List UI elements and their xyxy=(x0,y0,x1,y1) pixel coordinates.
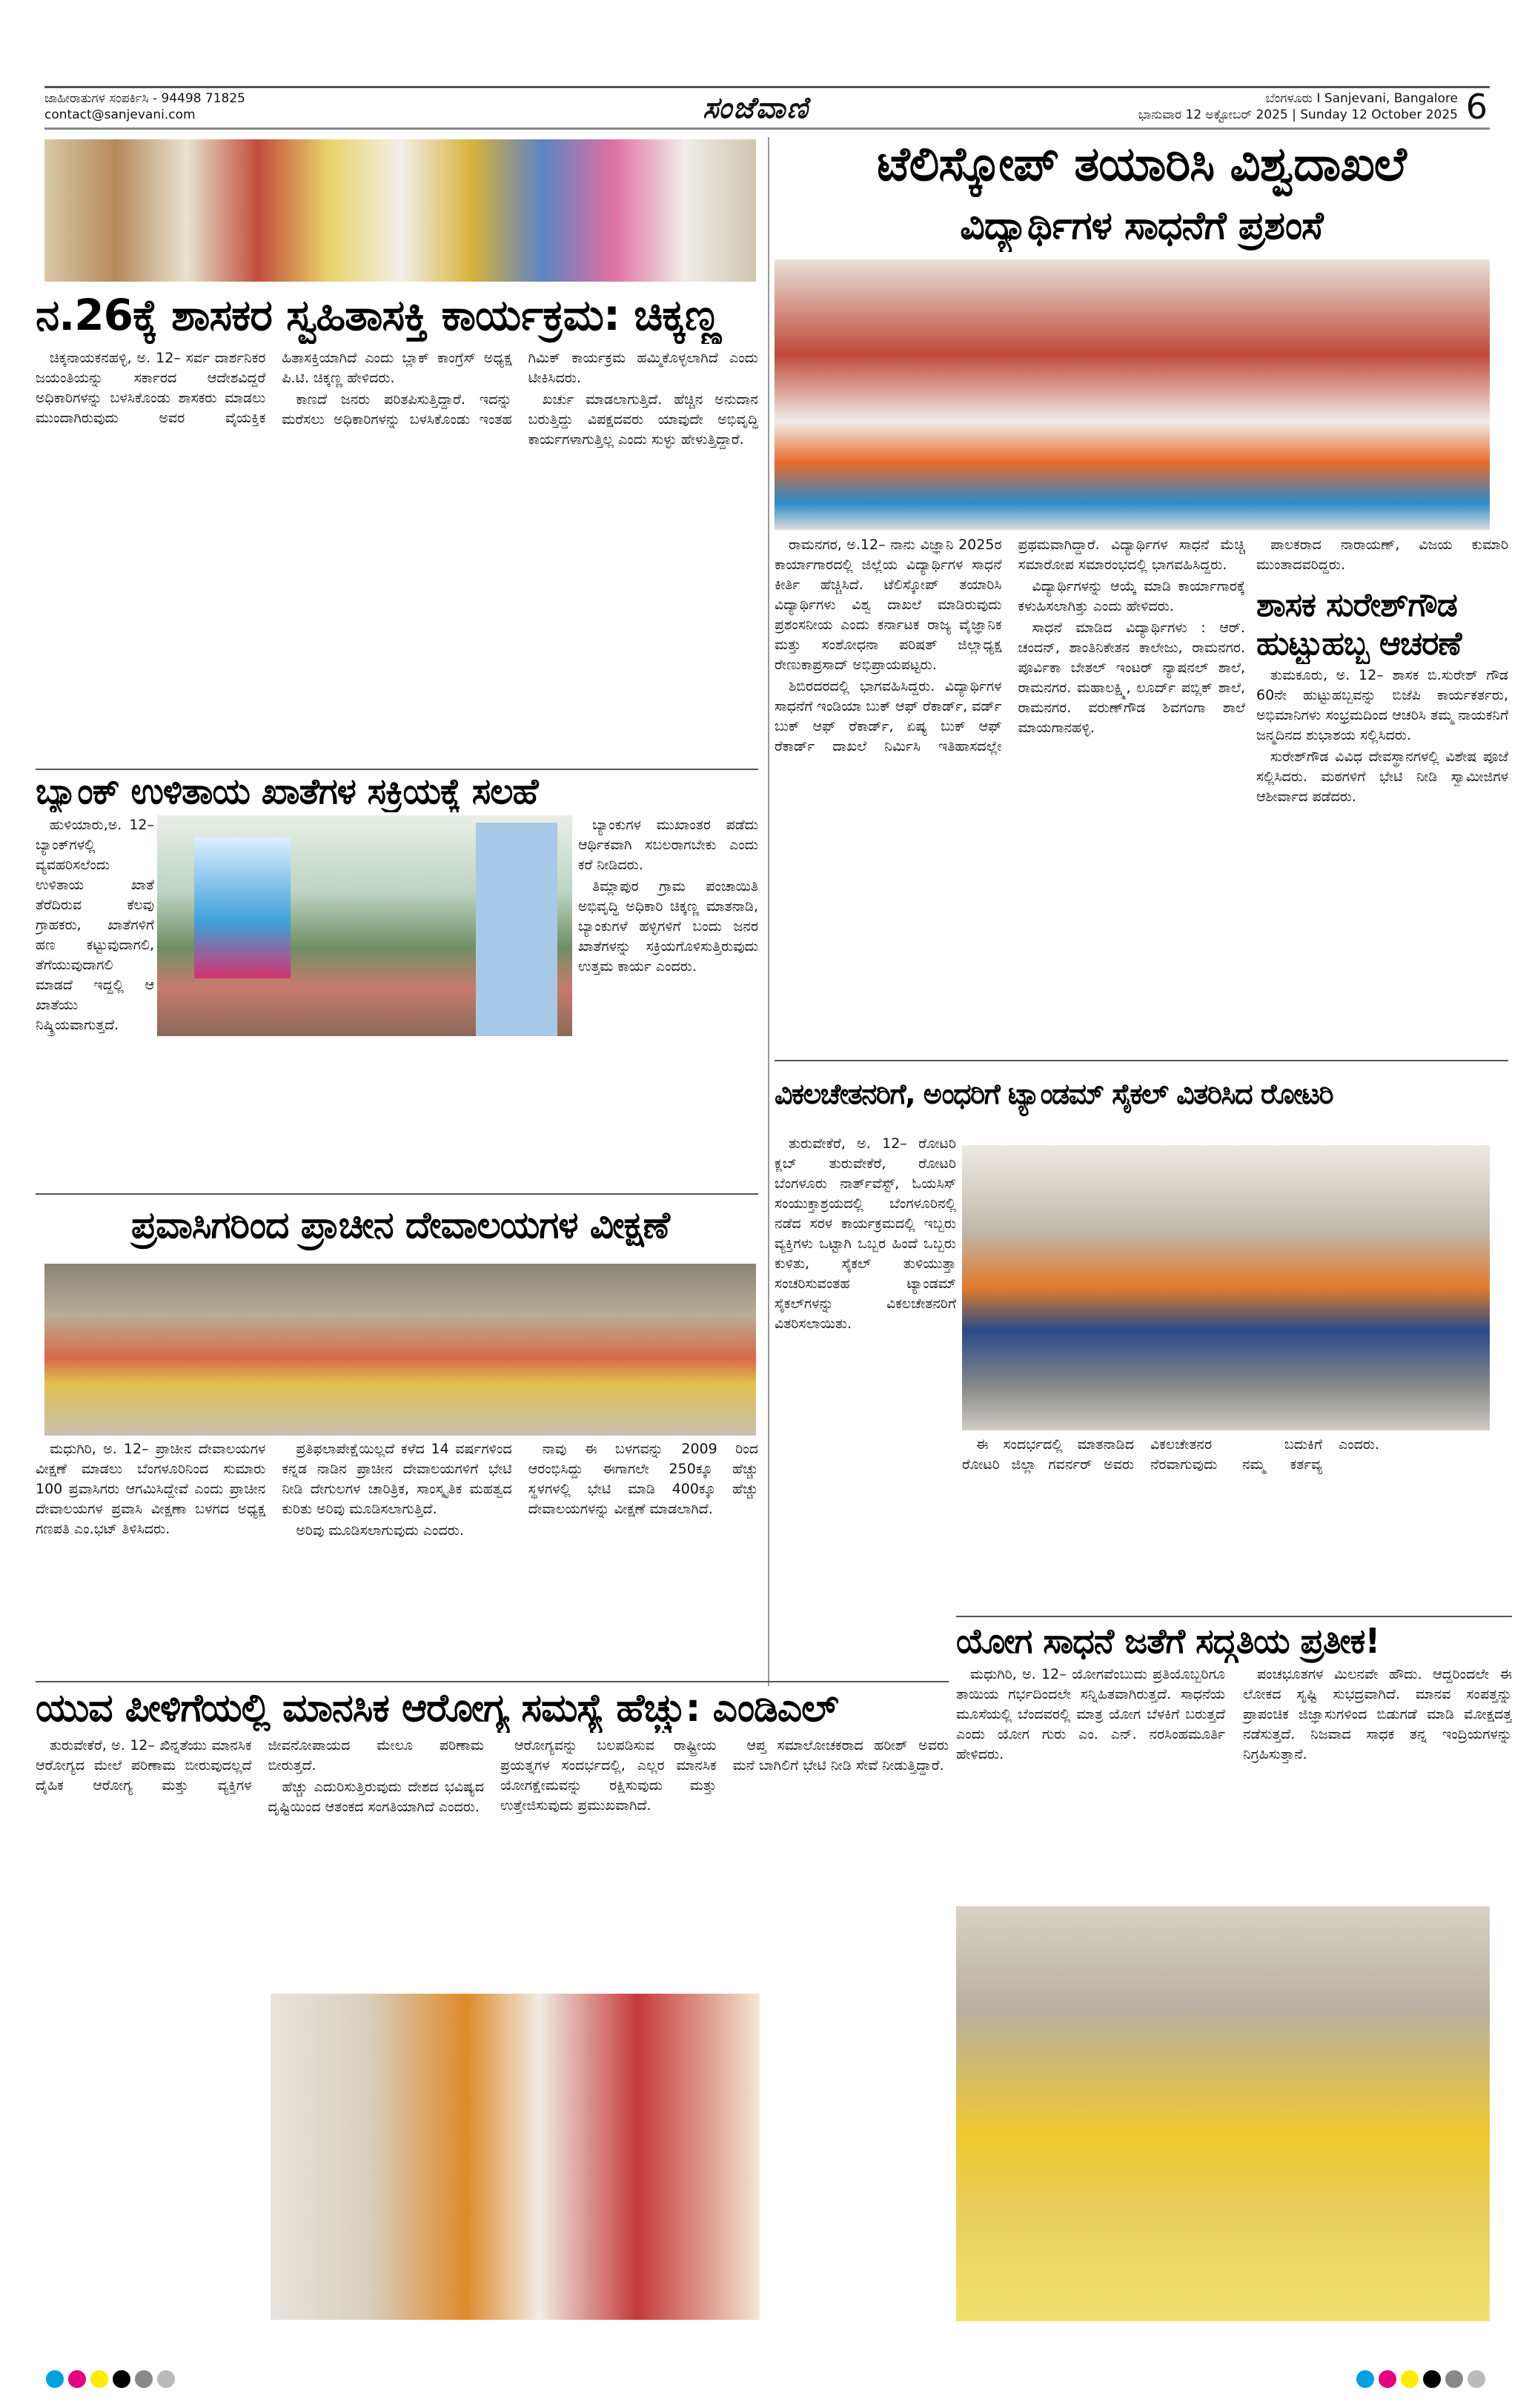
sureshgowda-body: ತುಮಕೂರು, ಅ. 12– ಶಾಸಕ ಬಿ.ಸುರೇಶ್ ಗೌಡ 60ನೇ ಹುಟ್ಟುಹಬ್ಬವನ್ನು ಬಿಜೆಪಿ ಕಾರ್ಯಕರ್ತರು, ಅಭಿಮಾನಿಗಳು ಸಂಭ್ರಮದಿಂದ ಆಚರಿಸಿ ತಮ್ಮ ನಾಯಕನಿಗೆ ಜನ್ಮದಿನದ ಶುಭಾಶಯ ಸಲ್ಲಿಸಿದರು. ಸುರೇಶ್‌ಗೌಡ ವಿವಿಧ ದೇವಸ್ಥಾನಗಳಲ್ಲಿ ವಿಶೇಷ ಪೂಜೆ ಸಲ್ಲಿಸಿದರು. ಮಠಗಳಿಗೆ ಭೇಟಿ ನೀಡಿ ಸ್ವಾಮೀಜಿಗಳ ಆಶೀರ್ವಾದ ಪಡೆದರು. xyxy=(1256,667,1508,805)
edition-line: ಬೆಂಗಳೂರು I Sanjevani, Bangalore xyxy=(1265,91,1458,106)
sureshgowda-headline-line1: ಶಾಸಕ ಸುರೇಶ್‌ಗೌಡ xyxy=(1256,586,1457,624)
rotary-body: ಈ ಸಂದರ್ಭದಲ್ಲಿ ಮಾತನಾಡಿದ ರೋಟರಿ ಜಿಲ್ಲಾ ಗವರ್ನರ್ ಅವರು ವಿಕಲಚೇತನರ ಬದುಕಿಗೆ ನೆರವಾಗುವುದು ನಮ್ಮ ಕರ್ತವ್ಯ ಎಂದರು. xyxy=(962,1436,1380,1473)
chikkanna-event-photo xyxy=(44,139,756,282)
temple-body: ಮಧುಗಿರಿ, ಅ. 12– ಪ್ರಾಚೀನ ದೇವಾಲಯಗಳ ವೀಕ್ಷಣೆ ಮಾಡಲು ಬೆಂಗಳೂರಿನಿಂದ ಸುಮಾರು 100 ಪ್ರವಾಸಿಗರು ಆಗಮಿಸಿದ್ದೇವೆ ಎಂದು ಪ್ರಾಚೀನ ದೇವಾಲಯಗಳ ಪ್ರವಾಸಿ ವೀಕ್ಷಣಾ ಬಳಗದ ಅಧ್ಯಕ್ಷ ಗಣಪತಿ ಎಂ.ಭಟ್ ತಿಳಿಸಿದರು. ಪ್ರತಿಫಲಾಪೇಕ್ಷೆಯಿಲ್ಲದೆ ಕಳೆದ 14 ವರ್ಷಗಳಿಂದ ಕನ್ನಡ ನಾಡಿನ ಪ್ರಾಚೀನ ದೇವಾಲಯಗಳಿಗೆ ಭೇಟಿ ನೀಡಿ ದೇಗುಲಗಳ ಚಾರಿತ್ರಿಕ, ಸಾಂಸ್ಕೃತಿಕ ಮಹತ್ವದ ಕುರಿತು ಅರಿವು ಮೂಡಿಸಲಾಗುತ್ತಿದೆ. ಅರಿವು ಮೂಡಿಸಲಾಗುವುದು ಎಂದರು. ನಾವು ಈ ಬಳಗವನ್ನು 2009 ರಿಂದ ಆರಂಭಿಸಿದ್ದು ಈಗಾಗಲೇ 250ಕ್ಕೂ ಹೆಚ್ಚು ಸ್ಥಳಗಳಲ್ಲಿ ಭೇಟಿ ಮಾಡಿ 400ಕ್ಕೂ ಹೆಚ್ಚು ದೇವಾಲಯಗಳನ್ನು ವೀಕ್ಷಣೆ ಮಾಡಲಾಗಿದೆ. xyxy=(36,1441,758,1539)
cyan-mark xyxy=(46,2370,64,2388)
telescope-body: ರಾಮನಗರ, ಅ.12– ನಾನು ವಿಜ್ಞಾನಿ 2025ರ ಕಾರ್ಯಾಗಾರದಲ್ಲಿ ಜಿಲ್ಲೆಯ ವಿದ್ಯಾರ್ಥಿಗಳ ಸಾಧನೆ ಕೀರ್ತಿ ಹೆಚ್ಚಿಸಿದೆ. ಟೆಲಿಸ್ಕೋಪ್ ತಯಾರಿಸಿ ವಿದ್ಯಾರ್ಥಿಗಳು ವಿಶ್ವ ದಾಖಲೆ ಮಾಡಿರುವುದು ಪ್ರಶಂಸನೀಯ ಎಂದು ಕರ್ನಾಟಕ ರಾಜ್ಯ ವೈಜ್ಞಾನಿಕ ಮತ್ತು ಸಂಶೋಧನಾ ಪರಿಷತ್ ಜಿಲ್ಲಾಧ್ಯಕ್ಷ ರೇಣುಕಾಪ್ರಸಾದ್ ಅಭಿಪ್ರಾಯಪಟ್ಟರು. ಶಿಬಿರದರದಲ್ಲಿ ಭಾಗವಹಿಸಿದ್ದರು. ವಿದ್ಯಾರ್ಥಿಗಳ ಸಾಧನೆಗೆ ಇಂಡಿಯಾ ಬುಕ್ ಆಫ್ ರೆಕಾರ್ಡ್, ವರ್ಡ್ ಬುಕ್ ಆಫ್ ರೆಕಾರ್ಡ್, ಏಷ್ಯ ಬುಕ್ ಆಫ್ ರೆಕಾರ್ಡ್ ದಾಖಲೆ ನಿರ್ಮಿಸಿ ಇತಿಹಾಸದಲ್ಲೇ ಪ್ರಥಮವಾಗಿದ್ದಾರೆ. ವಿದ್ಯಾರ್ಥಿಗಳ ಸಾಧನೆ ಮೆಚ್ಚಿ ಸಮಾರೋಪ ಸಮಾರಂಭದಲ್ಲಿ ಭಾಗವಹಿಸಿದ್ದರು. ವಿದ್ಯಾರ್ಥಿಗಳನ್ನು ಆಯ್ಕೆ ಮಾಡಿ ಕಾರ್ಯಾಗಾರಕ್ಕೆ ಕಳುಹಿಸಲಾಗಿತ್ತು ಎಂದು ಹೇಳಿದರು. ಸಾಧನೆ ಮಾಡಿದ ವಿದ್ಯಾರ್ಥಿಗಳು : ಆರ್. ಚಂದನ್, ಶಾಂತಿನಿಕೇತನ ಕಾಲೇಜು, ರಾಮನಗರ. ಪೂರ್ವಿಕಾ ಬೇತಲ್ ಇಂಟರ್ ನ್ಯಾಷನಲ್ ಶಾಲೆ, ರಾಮನಗರ. ಮಹಾಲಕ್ಷ್ಮಿ, ಲೂರ್ದ್ ಪಬ್ಲಿಕ್ ಶಾಲೆ, ರಾಮನಗರ. ವರುಣ್‌ಗೌಡ ಶಿವಗಂಗಾ ಶಾಲೆ ಮಾಯಗಾನಹಳ್ಳಿ. xyxy=(775,537,1245,754)
divider xyxy=(956,1616,1512,1617)
light-grey-mark xyxy=(157,2370,175,2388)
mdl-body: ತುರುವೇಕೆರೆ, ಅ. 12– ಖಿನ್ನತೆಯು ಮಾನಸಿಕ ಆರೋಗ್ಯದ ಮೇಲೆ ಪರಿಣಾಮ ಬೀರುವುದಲ್ಲದೆ ದೈಹಿಕ ಆರೋಗ್ಯ ಮತ್ತು ವ್ಯಕ್ತಿಗಳ ಜೀವನೋಪಾಯದ ಮೇಲೂ ಪರಿಣಾಮ ಬೀರುತ್ತದೆ. ಹೆಚ್ಚು ಎದುರಿಸುತ್ತಿರುವುದು ದೇಶದ ಭವಿಷ್ಯದ ದೃಷ್ಟಿಯಿಂದ ಆತಂಕದ ಸಂಗತಿಯಾಗಿದೆ ಎಂದರು. ಆರೋಗ್ಯವನ್ನು ಬಲಪಡಿಸುವ ರಾಷ್ಟ್ರೀಯ ಪ್ರಯತ್ನಗಳ ಸಂದರ್ಭದಲ್ಲಿ, ಎಲ್ಲರ ಮಾನಸಿಕ ಯೋಗಕ್ಷೇಮವನ್ನು ರಕ್ಷಿಸುವುದು ಮತ್ತು ಉತ್ತೇಜಿಸುವುದು ಪ್ರಮುಖವಾಗಿದೆ. ಆಪ್ತ ಸಮಾಲೋಚಕರಾದ ಹರೀಶ್ ಅವರು ಮನೆ ಬಾಗಿಲಿಗೆ ಭೇಟಿ ನೀಡಿ ಸೇವೆ ನೀಡುತ್ತಿದ್ದಾರೆ. xyxy=(36,1737,949,1815)
banner-image xyxy=(194,838,291,978)
students-telescope-photo xyxy=(775,259,1490,530)
telescope-headline-line2: ವಿದ್ಯಾರ್ಥಿಗಳ ಸಾಧನೆಗೆ ಪ್ರಶಂಸೆ xyxy=(960,204,1323,248)
grey-mark xyxy=(135,2370,153,2388)
rotary-headline: ವಿಕಲಚೇತನರಿಗೆ, ಅಂಧರಿಗೆ ಟ್ಯಾಂಡಮ್ ಸೈಕಲ್ ವಿತರಿಸಿದ ರೋಟರಿ xyxy=(775,1078,1333,1110)
mdl-headline: ಯುವ ಪೀಳಿಗೆಯಲ್ಲಿ ಮಾನಸಿಕ ಆರೋಗ್ಯ ಸಮಸ್ಯೆ ಹೆಚ್ಚು: ಎಂಡಿಎಲ್ xyxy=(36,1686,838,1731)
temple-headline: ಪ್ರವಾಸಿಗರಿಂದ ಪ್ರಾಚೀನ ದೇವಾಲಯಗಳ ವೀಕ್ಷಣೆ xyxy=(130,1204,670,1247)
yoga-group-photo xyxy=(956,1906,1490,2321)
grey-mark xyxy=(1445,2370,1463,2388)
divider xyxy=(36,1681,949,1682)
telescope-headline-line1: ಟೆಲಿಸ್ಕೋಪ್ ತಯಾರಿಸಿ ವಿಶ್ವದಾಖಲೆ xyxy=(877,137,1406,192)
divider xyxy=(36,769,758,770)
cyan-mark xyxy=(1356,2370,1374,2388)
newspaper-logo xyxy=(645,89,867,127)
page-number: 6 xyxy=(1465,87,1488,127)
logo-text: ಸಂಜೆವಾಣಿ xyxy=(703,91,809,125)
column-divider xyxy=(768,137,769,1686)
black-mark xyxy=(113,2370,130,2388)
bank-body-left: ಹುಳಿಯಾರು,ಅ. 12– ಬ್ಯಾಂಕ್‌ಗಳಲ್ಲಿ ವ್ಯವಹರಿಸಲೆಂದು ಉಳಿತಾಯ ಖಾತೆ ತೆರೆದಿರುವ ಕೆಲವು ಗ್ರಾಹಕರು, ಖಾತೆಗಳಿಗೆ ಹಣ ಕಟ್ಟುವುದಾಗಲಿ, ತೆಗೆಯುವುದಾಗಲಿ ಮಾಡದೆ ಇದ್ದಲ್ಲಿ ಆ ಖಾತೆಯು ನಿಷ್ಕ್ರಿಯವಾಗುತ್ತದೆ. xyxy=(36,817,154,1033)
light-grey-mark xyxy=(1468,2370,1485,2388)
speaker-image xyxy=(476,823,557,1036)
bank-headline: ಬ್ಯಾಂಕ್ ಉಳಿತಾಯ ಖಾತೆಗಳ ಸಕ್ರಿಯಕ್ಕೆ ಸಲಹೆ xyxy=(36,771,538,812)
bank-meeting-photo xyxy=(157,815,572,1036)
magenta-mark xyxy=(68,2370,86,2388)
yoga-body: ಮಧುಗಿರಿ, ಅ. 12– ಯೋಗವೆಂಬುದು ಪ್ರತಿಯೊಬ್ಬರಿಗೂ ತಾಯಿಯ ಗರ್ಭದಿಂದಲೇ ಸನ್ನಿಹಿತವಾಗಿರುತ್ತದೆ. ಸಾಧನೆಯ ಮೂಸೆಯಲ್ಲಿ ಬೆಂದವರಲ್ಲಿ ಮಾತ್ರ ಯೋಗ ಬೆಳಕಿಗೆ ಬರುತ್ತದೆ ಎಂದು ಯೋಗ ಗುರು ಎಂ. ಎನ್. ನರಸಿಂಹಮೂರ್ತಿ ಹೇಳಿದರು. ಪಂಚಭೂತಗಳ ಮಿಲನವೇ ಹೌದು. ಆದ್ದರಿಂದಲೇ ಈ ಲೋಕದ ಸೃಷ್ಟಿ ಸುಭದ್ರವಾಗಿದೆ. ಮಾನವ ಸಂಪತ್ತನ್ನು ಪ್ರಾಪಂಚಿಕ ಜಿಜ್ಞಾಸುಗಳಿಂದ ಬಿಡುಗಡೆ ಮಾಡಿ ಮೋಕ್ಷದತ್ತ ನಡೆಸುತ್ತದೆ. ನಿಜವಾದ ಸಾಧಕ ತನ್ನ ಇಂದ್ರಿಯಗಳನ್ನು ನಿಗ್ರಹಿಸುತ್ತಾನೆ. xyxy=(956,1666,1512,1762)
chikkanna-headline: ನ.26ಕ್ಕೆ ಶಾಸಕರ ಸ್ವಹಿತಾಸಕ್ತಿ ಕಾರ್ಯಕ್ರಮ: ಚಿಕ್ಕಣ್ಣ xyxy=(36,290,721,340)
masthead-left xyxy=(44,90,245,123)
yoga-headline: ಯೋಗ ಸಾಧನೆ ಜತೆಗೆ ಸದ್ಗತಿಯ ಪ್ರತೀಕ! xyxy=(956,1621,1380,1661)
masthead-bottom-rule xyxy=(44,127,1490,130)
chikkanna-body: ಚಿಕ್ಕನಾಯಕನಹಳ್ಳಿ, ಅ. 12– ಸರ್ವ ದಾರ್ಶನಿಕರ ಜಯಂತಿಯನ್ನು ಸರ್ಕಾರದ ಆದೇಶವಿದ್ದರೆ ಅಧಿಕಾರಿಗಳನ್ನು ಬಳಸಿಕೊಂಡು ಶಾಸಕರು ಮಾಡಲು ಮುಂದಾಗಿರುವುದು ಅವರ ವೈಯಕ್ತಿಕ ಹಿತಾಸಕ್ತಿಯಾಗಿದೆ ಎಂದು ಬ್ಲಾಕ್ ಕಾಂಗ್ರೆಸ್ ಅಧ್ಯಕ್ಷ ಪಿ.ಟಿ. ಚಿಕ್ಕಣ್ಣ ಹೇಳಿದರು. ಕಾಣದೆ ಜನರು ಪರಿತಪಿಸುತ್ತಿದ್ದಾರೆ. ಇದನ್ನು ಮರೆಸಲು ಅಧಿಕಾರಿಗಳನ್ನು ಬಳಸಿಕೊಂಡು ಇಂತಹ ಗಿಮಿಕ್ ಕಾರ್ಯಕ್ರಮ ಹಮ್ಮಿಕೊಳ್ಳಲಾಗಿದೆ ಎಂದು ಟೀಕಿಸಿದರು. ಖರ್ಚು ಮಾಡಲಾಗುತ್ತಿದೆ. ಹೆಚ್ಚಿನ ಅನುದಾನ ಬರುತ್ತಿದ್ದು ವಿಪಕ್ಷದವರು ಯಾವುದೇ ಅಭಿವೃದ್ಧಿ ಕಾರ್ಯಗಳಾಗುತ್ತಿಲ್ಲ ಎಂದು ಸುಳ್ಳು ಹೇಳುತ್ತಿದ್ದಾರೆ. xyxy=(36,350,758,448)
bank-body-right: ಬ್ಯಾಂಕುಗಳ ಮುಖಾಂತರ ಪಡೆದು ಆರ್ಥಿಕವಾಗಿ ಸಬಲರಾಗಬೇಕು ಎಂದು ಕರೆ ನೀಡಿದರು. ತಿಮ್ಲಾಪುರ ಗ್ರಾಮ ಪಂಚಾಯಿತಿ ಅಭಿವೃದ್ಧಿ ಅಧಿಕಾರಿ ಚಿಕ್ಕಣ್ಣ ಮಾತನಾಡಿ, ಬ್ಯಾಂಕುಗಳೆ ಹಳ್ಳಿಗಳಿಗೆ ಬಂದು ಜನರ ಖಾತೆಗಳನ್ನು ಸಕ್ರಿಯಗೊಳಿಸುತ್ತಿರುವುದು ಉತ್ತಮ ಕಾರ್ಯ ಎಂದರು. xyxy=(578,817,758,975)
masthead-top-rule xyxy=(44,86,1490,88)
magenta-mark xyxy=(1379,2370,1396,2388)
date-line: ಭಾನುವಾರ 12 ಅಕ್ಟೋಬರ್ 2025 | Sunday 12 October 2025 xyxy=(1138,107,1458,122)
sureshgowda-headline-line2: ಹುಟ್ಟುಹಬ್ಬ ಆಚರಣೆ xyxy=(1256,625,1462,663)
divider xyxy=(36,1193,758,1195)
tourists-group-photo xyxy=(44,1264,756,1436)
mdl-event-photo xyxy=(271,1994,760,2320)
contact-email[interactable]: contact@sanjevani.com xyxy=(44,107,196,122)
telescope-body-end: ಪಾಲಕರಾದ ನಾರಾಯಣ್, ವಿಜಯ ಕುಮಾರಿ ಮುಂತಾದವರಿದ್ದರು. xyxy=(1256,537,1508,573)
masthead-right xyxy=(1138,90,1458,123)
registration-marks-left xyxy=(46,2370,175,2388)
yellow-mark xyxy=(90,2370,108,2388)
yellow-mark xyxy=(1401,2370,1419,2388)
black-mark xyxy=(1423,2370,1441,2388)
tandem-cycle-photo xyxy=(962,1145,1490,1430)
rotary-body-left: ತುರುವೇಕೆರೆ, ಅ. 12– ರೋಟರಿ ಕ್ಲಬ್ ತುರುವೇಕೆರೆ, ರೋಟರಿ ಬೆಂಗಳೂರು ನಾರ್ತ್‌ವೆಸ್ಟ್, ಓಯಸಿಸ್ ಸಂಯುಕ್ತಾಶ್ರಯದಲ್ಲಿ ಬೆಂಗಳೂರಿನಲ್ಲಿ ನಡೆದ ಸರಳ ಕಾರ್ಯಕ್ರಮದಲ್ಲಿ ಇಬ್ಬರು ವ್ಯಕ್ತಿಗಳು ಒಟ್ಟಾಗಿ ಒಬ್ಬರ ಹಿಂದೆ ಒಬ್ಬರು ಕುಳಿತು, ಸೈಕಲ್ ತುಳಿಯುತ್ತಾ ಸಂಚರಿಸುವಂತಹ ಟ್ಯಾಂಡಮ್ ಸೈಕಲ್‌ಗಳನ್ನು ವಿಕಲಚೇತನರಿಗೆ ವಿತರಿಸಲಾಯಿತು. xyxy=(775,1135,956,1332)
ad-contact: ಜಾಹೀರಾತುಗಳ ಸಂಪರ್ಕಿಸಿ - 94498 71825 xyxy=(44,91,245,106)
divider xyxy=(775,1060,1508,1061)
registration-marks-right xyxy=(1356,2370,1485,2388)
